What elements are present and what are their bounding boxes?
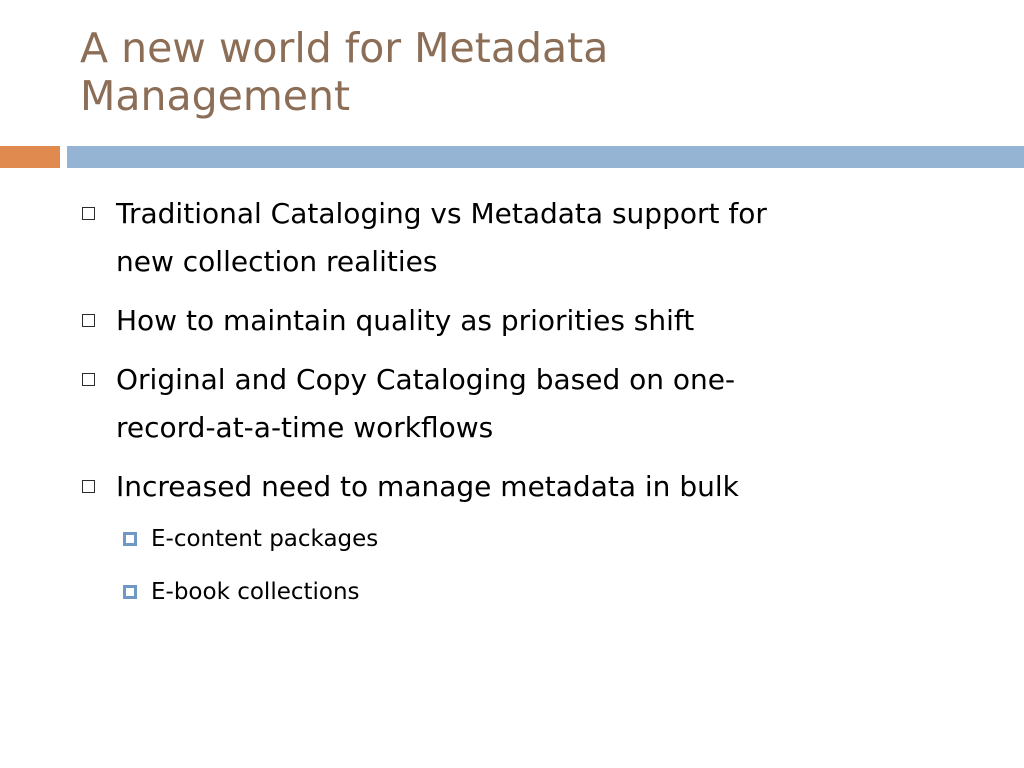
bullet-text-line: new collection realities bbox=[116, 245, 438, 278]
title-accent-blue-band bbox=[67, 146, 1024, 168]
hollow-square-icon bbox=[82, 207, 95, 220]
bullet-text-line: Increased need to manage metadata in bulk bbox=[116, 470, 739, 503]
bullet-item bbox=[80, 463, 960, 619]
slide-title-line-1: A new world for Metadata bbox=[80, 24, 609, 72]
bullet-text-line: Original and Copy Cataloging based on one- bbox=[116, 363, 736, 396]
bullet-text-line: How to maintain quality as priorities shift bbox=[116, 304, 695, 337]
bullet-list bbox=[80, 190, 960, 630]
bullet-text-line: Traditional Cataloging vs Metadata support for bbox=[116, 197, 767, 230]
blue-square-icon bbox=[123, 532, 137, 546]
blue-square-icon bbox=[123, 585, 137, 599]
hollow-square-icon bbox=[82, 314, 95, 327]
title-accent-orange-band bbox=[0, 146, 60, 168]
sub-bullet-text: E-book collections bbox=[151, 579, 360, 605]
bullet-item bbox=[80, 356, 960, 452]
hollow-square-icon bbox=[82, 373, 95, 386]
sub-bullet-list bbox=[116, 513, 960, 619]
hollow-square-icon bbox=[82, 480, 95, 493]
bullet-text-line: record-at-a-time workflows bbox=[116, 411, 494, 444]
slide-title-line-2: Management bbox=[80, 72, 351, 120]
bullet-item bbox=[80, 190, 960, 286]
slide-title bbox=[80, 24, 980, 120]
sub-bullet-item bbox=[116, 566, 960, 619]
bullet-item bbox=[80, 297, 960, 345]
sub-bullet-item bbox=[116, 513, 960, 566]
sub-bullet-text: E-content packages bbox=[151, 526, 379, 552]
